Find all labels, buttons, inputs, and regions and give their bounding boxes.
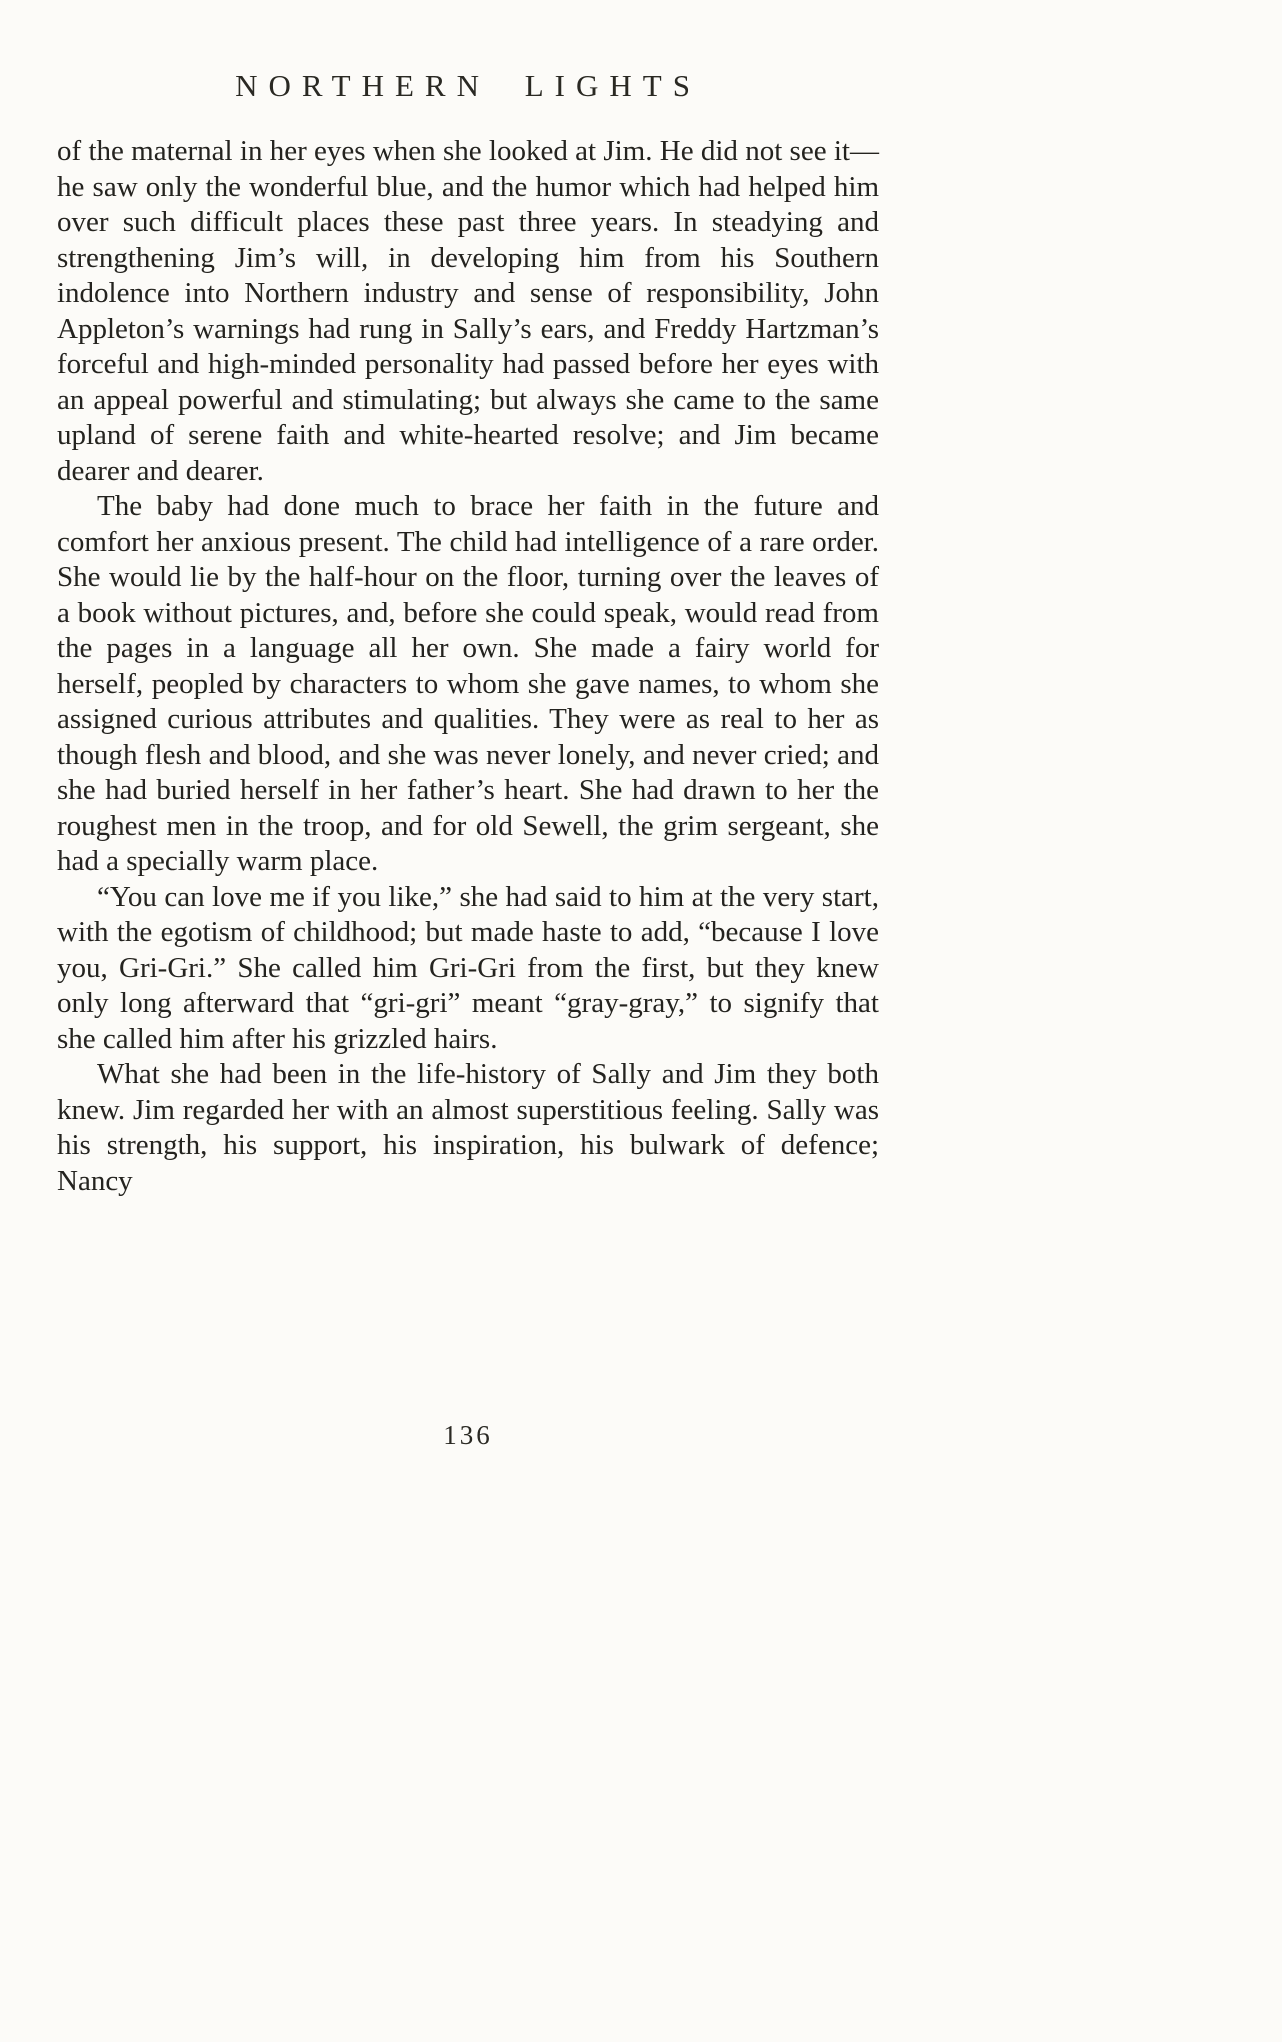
text-block	[57, 134, 879, 1199]
running-header: NORTHERN LIGHTS	[235, 68, 701, 103]
paragraph: What she had been in the life-history of Sally and Jim they both knew. Jim regarded her with an almost superstitious feeling. Sally was his strength, his support, his inspiration, his bulwark of defence; Nancy	[57, 1058, 879, 1197]
page-number: 136	[443, 1420, 493, 1450]
paragraph: The baby had done much to brace her faith in the future and comfort her anxious present. The child had intelligence of a rare order. She would lie by the half-hour on the floor, turning over the leaves of a book without pictures, and, before she could speak, would read from the pages in a language all her own. She made a fairy world for herself, peopled by characters to whom she gave names, to whom she assigned curious attributes and qualities. They were as real to her as though flesh and blood, and she was never lonely, and never cried; and she had buried herself in her father’s heart. She had drawn to her the roughest men in the troop, and for old Sewell, the grim sergeant, she had a specially warm place.	[57, 490, 879, 877]
paragraph: “You can love me if you like,” she had said to him at the very start, with the egotism of childhood; but made haste to add, “because I love you, Gri-Gri.” She called him Gri-Gri from the first, but they knew only long afterward that “gri-gri” meant “gray-gray,” to signify that she called him after his grizzled hairs.	[57, 880, 879, 1055]
paragraph: of the maternal in her eyes when she looked at Jim. He did not see it—he saw only the wonderful blue, and the humor which had helped him over such difficult places these past three years. In steadying and strengthening Jim’s will, in developing him from his Southern indolence into Northern industry and sense of responsibility, John Appleton’s warnings had rung in Sally’s ears, and Freddy Hartzman’s forceful and high-minded personality had passed before her eyes with an appeal powerful and stimulating; but always she came to the same upland of serene faith and white-hearted resolve; and Jim became dearer and dearer.	[57, 135, 879, 487]
